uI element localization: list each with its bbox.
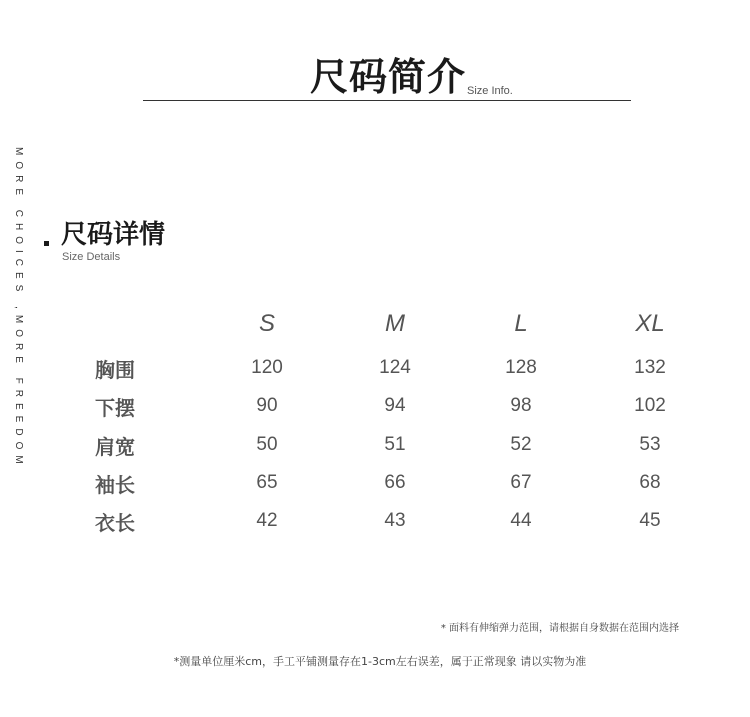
table-cell: 53 <box>639 434 661 455</box>
side-slogan: MORE CHOICES ,MORE FREEDOM <box>13 147 24 470</box>
section-subtitle: Size Details <box>62 251 121 263</box>
column-header-l: L <box>514 310 528 337</box>
section-bullet-icon <box>44 241 49 246</box>
table-cell: 43 <box>384 510 406 531</box>
table-cell: 68 <box>639 472 661 493</box>
table-cell: 124 <box>379 357 411 378</box>
page-title: 尺码简介 <box>310 55 467 99</box>
table-cell: 50 <box>256 434 278 455</box>
column-header-m: M <box>385 310 405 337</box>
row-label-chest: 胸围 <box>95 358 135 382</box>
title-underline <box>143 100 631 101</box>
table-cell: 65 <box>256 472 278 493</box>
column-header-xl: XL <box>635 310 665 337</box>
elastic-note: * 面料有伸缩弹力范围，请根据自身数据在范围内选择 <box>440 623 679 634</box>
row-label-length: 衣长 <box>95 511 135 535</box>
page-subtitle: Size Info. <box>467 85 513 97</box>
table-cell: 120 <box>251 357 283 378</box>
table-cell: 94 <box>384 395 406 416</box>
table-cell: 128 <box>505 357 537 378</box>
row-label-sleeve: 袖长 <box>95 473 135 497</box>
table-cell: 66 <box>384 472 406 493</box>
table-cell: 67 <box>510 472 532 493</box>
table-cell: 102 <box>634 395 666 416</box>
table-cell: 44 <box>510 510 532 531</box>
table-cell: 132 <box>634 357 666 378</box>
table-cell: 52 <box>510 434 532 455</box>
table-cell: 98 <box>510 395 532 416</box>
column-header-s: S <box>258 310 276 337</box>
header <box>0 0 750 110</box>
table-cell: 90 <box>256 395 278 416</box>
table-cell: 51 <box>384 434 406 455</box>
measurement-note: *测量单位厘米cm，手工平铺测量存在1-3cm左右误差，属于正常现象 请以实物为准 <box>173 655 587 668</box>
row-label-hem: 下摆 <box>95 396 135 420</box>
table-cell: 45 <box>639 510 661 531</box>
row-label-shoulder: 肩宽 <box>95 435 135 459</box>
table-cell: 42 <box>256 510 278 531</box>
section-title: 尺码详情 <box>61 220 166 250</box>
